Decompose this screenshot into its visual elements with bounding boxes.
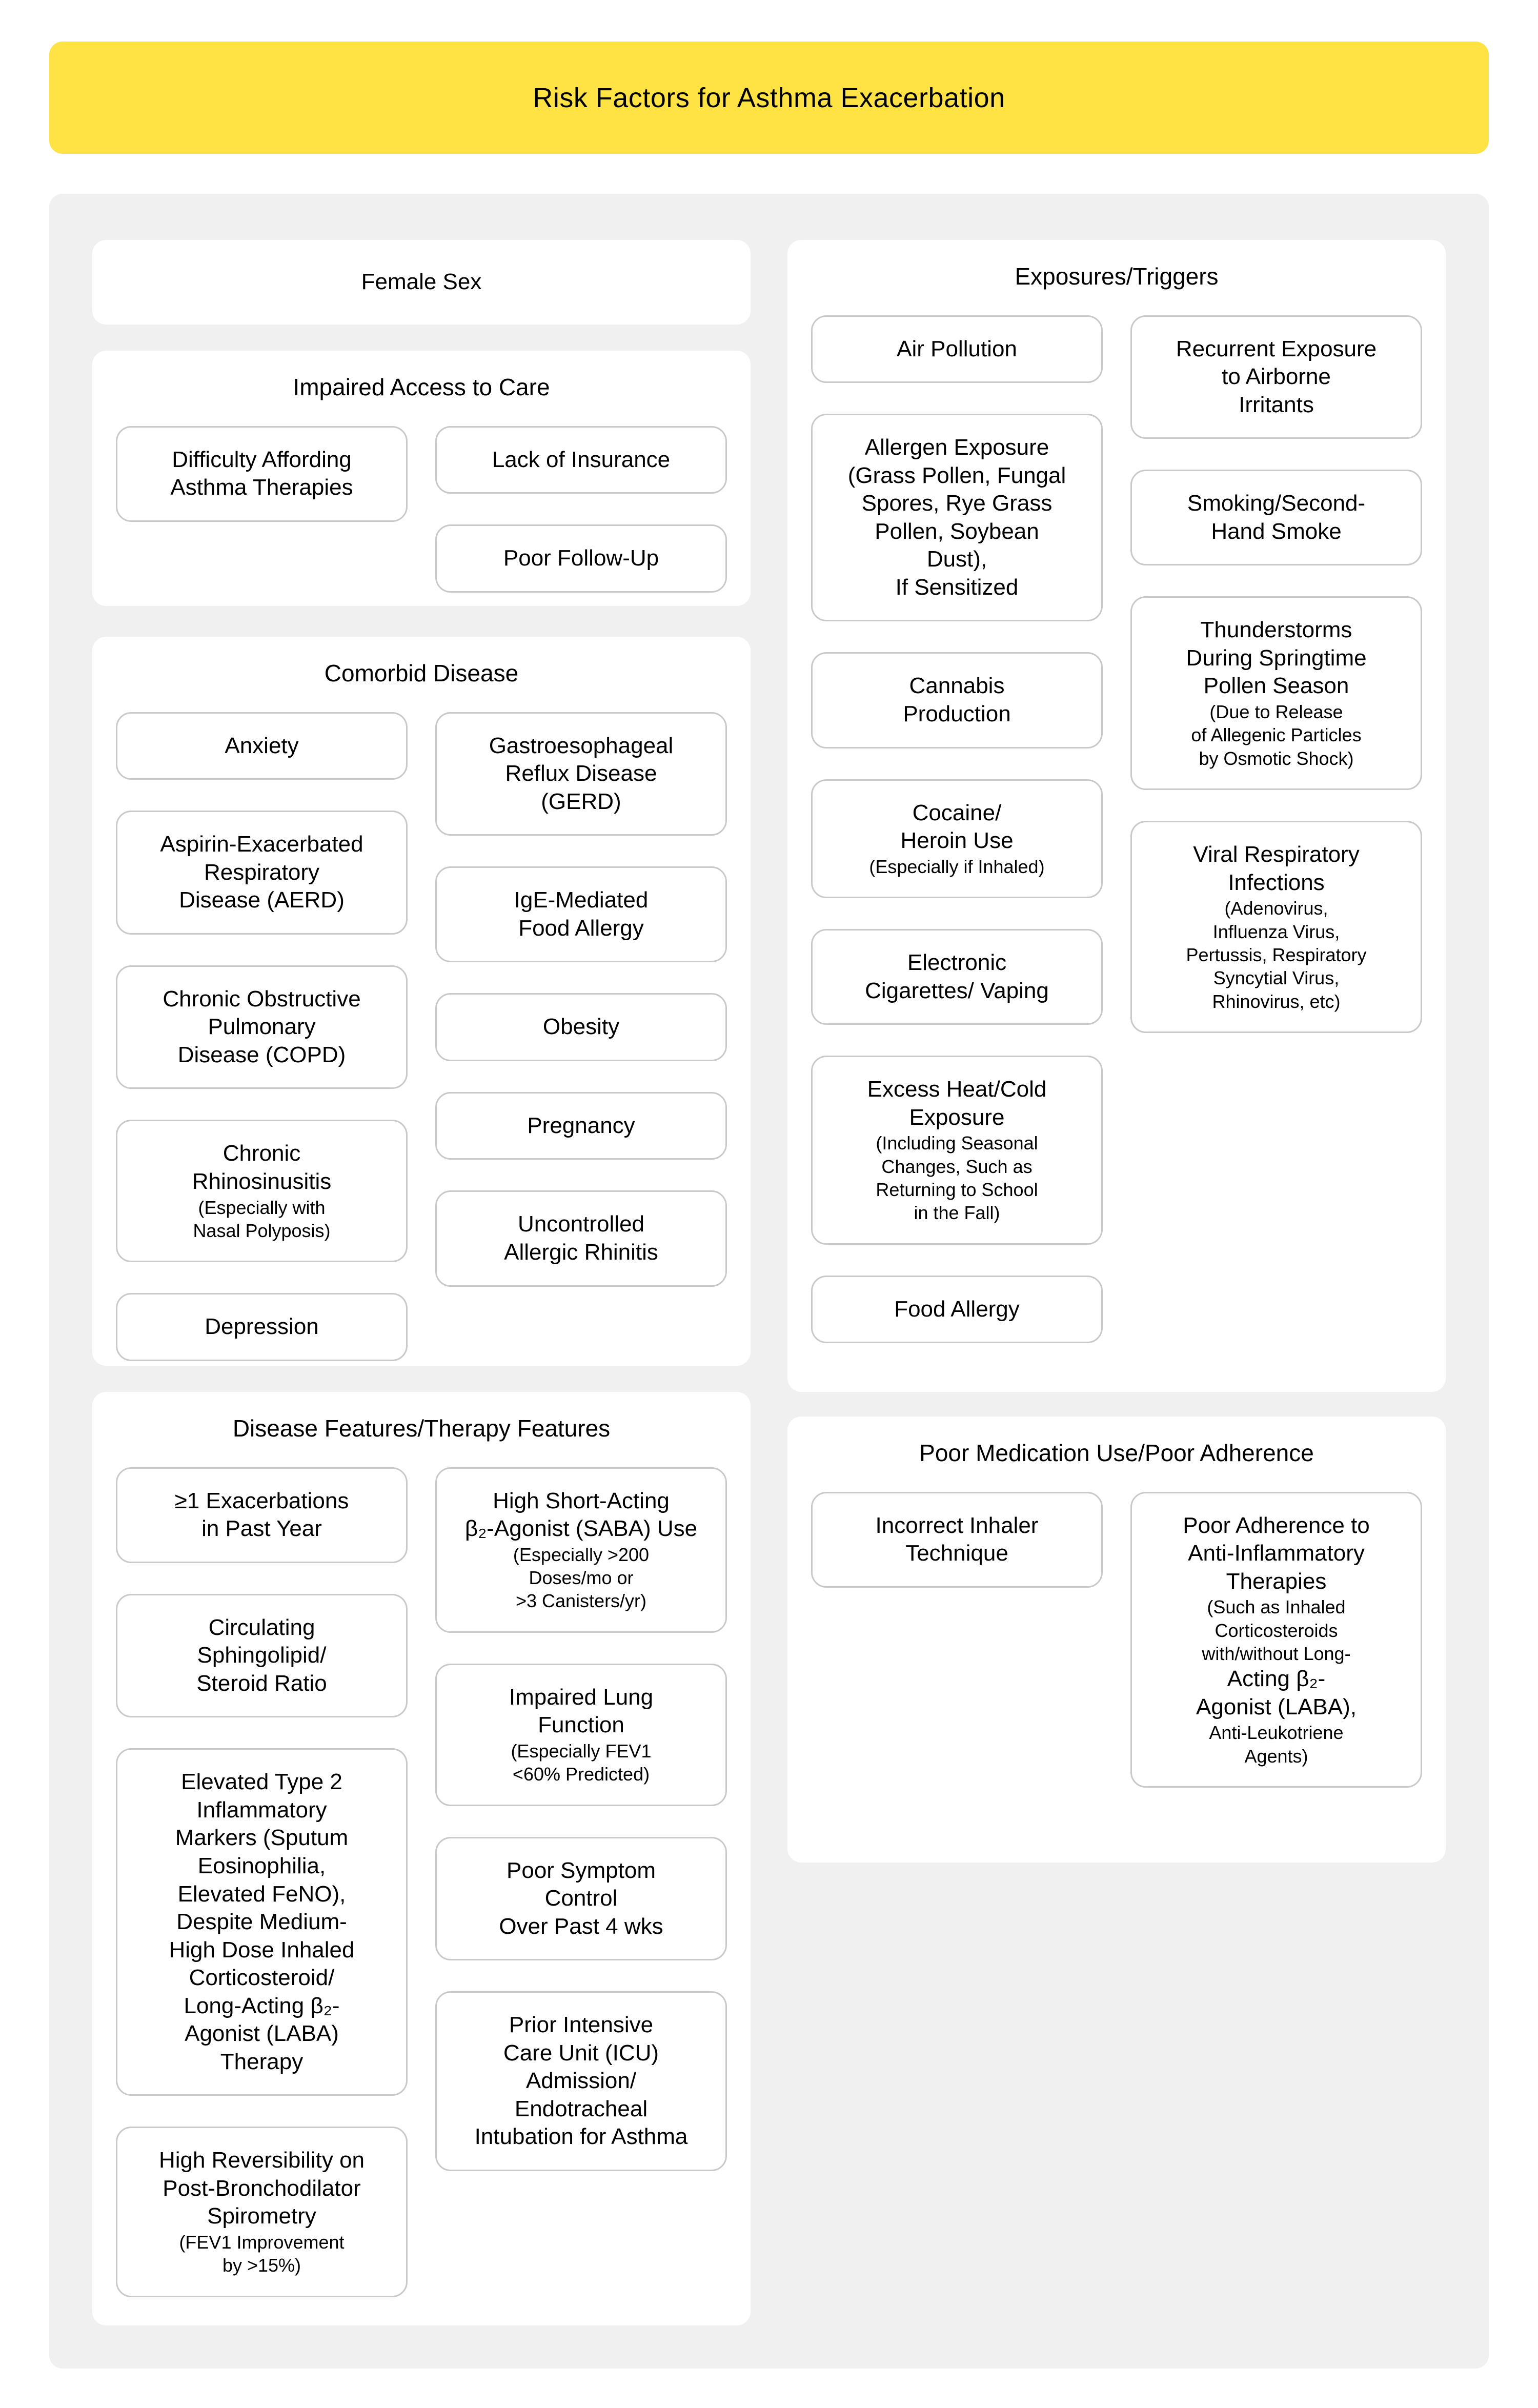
risk-box-line: Gastroesophageal	[489, 733, 674, 758]
poor-medication-columns	[787, 1492, 1446, 1788]
risk-box-line: Uncontrolled	[517, 1211, 645, 1237]
risk-box-line: Cannabis	[909, 673, 1005, 699]
exposures-heading: Exposures/Triggers	[1015, 263, 1219, 290]
risk-box	[116, 811, 408, 935]
risk-box-line: Steroid Ratio	[196, 1670, 327, 1696]
risk-box-line: (Adenovirus,	[1224, 898, 1328, 919]
risk-box-line: Anti-Inflammatory	[1188, 1541, 1365, 1566]
disease-features-left-stack	[116, 1467, 408, 2297]
risk-box-line: Doses/mo or	[529, 1567, 634, 1589]
risk-box	[435, 866, 727, 962]
poor-medication-left-stack	[811, 1492, 1103, 1588]
risk-box	[116, 2127, 408, 2297]
risk-box	[811, 414, 1103, 621]
risk-box-line: Pulmonary	[208, 1014, 316, 1040]
risk-box	[1130, 1492, 1422, 1788]
risk-box-line: Technique	[905, 1541, 1008, 1566]
risk-box-line: Asthma Therapies	[170, 475, 353, 500]
section-female-sex	[92, 240, 751, 325]
risk-box	[435, 1991, 727, 2171]
risk-box-line: Post-Bronchodilator	[163, 2175, 361, 2201]
impaired-access-columns	[92, 426, 751, 593]
risk-box	[811, 315, 1103, 383]
risk-box-line: High Dose Inhaled	[169, 1937, 355, 1962]
impaired-access-right-stack	[435, 426, 727, 593]
comorbid-right-stack	[435, 712, 727, 1287]
risk-box-line: Disease (COPD)	[177, 1042, 346, 1067]
risk-box	[435, 1664, 727, 1806]
risk-box-line: Hand Smoke	[1211, 518, 1342, 544]
risk-box-line: Electronic	[907, 949, 1007, 975]
risk-box	[435, 712, 727, 836]
section-poor-medication-adherence	[787, 1417, 1446, 1863]
risk-box	[811, 779, 1103, 898]
risk-box-line: Allergen Exposure	[864, 435, 1049, 460]
risk-box-line: (Grass Pollen, Fungal	[847, 462, 1066, 488]
risk-box	[435, 524, 727, 593]
section-impaired-access-to-care	[92, 351, 751, 606]
risk-box-line: Cocaine/	[912, 800, 1002, 825]
risk-box-line: Difficulty Affording	[172, 447, 352, 472]
risk-box	[116, 1120, 408, 1262]
poor-medication-right-stack	[1130, 1492, 1422, 1788]
risk-box	[811, 652, 1103, 748]
risk-box-line: to Airborne	[1222, 364, 1331, 390]
risk-box-line: >3 Canisters/yr)	[515, 1590, 647, 1612]
disease-features-heading: Disease Features/Therapy Features	[232, 1415, 611, 1442]
section-disease-therapy-features	[92, 1392, 751, 2325]
risk-box-line: Endotracheal	[514, 2096, 648, 2121]
risk-box-line: Production	[903, 701, 1011, 726]
risk-box	[116, 1293, 408, 1361]
risk-box-line: Circulating	[208, 1614, 315, 1640]
risk-box-line: Care Unit (ICU)	[503, 2040, 659, 2066]
risk-box-line: Syncytial Virus,	[1213, 967, 1340, 989]
disease-features-columns	[92, 1467, 751, 2297]
risk-box-line: Anti-Leukotriene	[1209, 1722, 1344, 1744]
risk-box-line: Recurrent Exposure	[1176, 336, 1377, 361]
risk-box-line: Inflammatory	[196, 1797, 327, 1823]
risk-box-line: Eosinophilia,	[197, 1853, 326, 1878]
title-banner	[49, 42, 1489, 154]
section-exposures-triggers	[787, 240, 1446, 1392]
risk-box-line: in the Fall)	[914, 1202, 1000, 1224]
risk-box-line: Long-Acting β₂-	[184, 1993, 340, 2018]
risk-box-line: If Sensitized	[895, 574, 1019, 600]
risk-box	[116, 1467, 408, 1563]
risk-box	[116, 1594, 408, 1718]
section-comorbid-disease	[92, 637, 751, 1366]
risk-box-line: Allergic Rhinitis	[504, 1239, 658, 1265]
impaired-access-heading: Impaired Access to Care	[293, 374, 550, 400]
risk-box	[1130, 596, 1422, 790]
risk-box-line: Air Pollution	[897, 336, 1017, 361]
risk-box	[116, 965, 408, 1089]
risk-box-line: (Including Seasonal	[876, 1132, 1038, 1154]
risk-box	[811, 1276, 1103, 1344]
risk-box	[435, 1190, 727, 1286]
risk-box	[435, 1837, 727, 1961]
risk-box	[1130, 470, 1422, 565]
risk-box-line: Lack of Insurance	[492, 447, 671, 472]
risk-box-line: Intubation for Asthma	[474, 2124, 688, 2150]
risk-box-line: Influenza Virus,	[1212, 921, 1340, 942]
risk-box-line: Chronic Obstructive	[163, 986, 361, 1011]
risk-box-line: ≥1 Exacerbations	[174, 1488, 349, 1513]
risk-box-line: Pregnancy	[527, 1112, 635, 1138]
risk-box	[811, 929, 1103, 1025]
risk-box-line: (Especially with	[198, 1197, 326, 1218]
risk-box-line: Smoking/Second-	[1187, 491, 1366, 516]
impaired-access-left-stack	[116, 426, 408, 522]
risk-box	[116, 712, 408, 780]
risk-box-line: Nasal Polyposis)	[193, 1220, 331, 1241]
risk-box-line: Prior Intensive	[509, 2012, 654, 2038]
poor-medication-heading: Poor Medication Use/Poor Adherence	[919, 1440, 1314, 1466]
risk-box-line: Viral Respiratory	[1193, 842, 1360, 867]
risk-box-line: Therapy	[220, 2049, 303, 2074]
risk-box-line: Elevated FeNO),	[177, 1881, 346, 1907]
risk-box	[435, 426, 727, 494]
risk-box-line: Excess Heat/Cold	[867, 1077, 1047, 1102]
risk-box-line: (GERD)	[541, 788, 621, 814]
risk-box-line: Returning to School	[876, 1179, 1038, 1200]
risk-box-line: Changes, Such as	[881, 1156, 1033, 1177]
risk-box-line: Rhinosinusitis	[192, 1168, 332, 1194]
risk-box-line: of Allegenic Particles	[1191, 724, 1362, 746]
risk-box	[811, 1056, 1103, 1245]
risk-box-line: Disease (AERD)	[179, 887, 345, 913]
exposures-right-stack	[1130, 315, 1422, 1033]
risk-box-line: (FEV1 Improvement	[179, 2231, 345, 2253]
risk-box-line: Over Past 4 wks	[499, 1913, 663, 1939]
risk-box-line: High Reversibility on	[158, 2148, 365, 2173]
risk-box-line: <60% Predicted)	[512, 1764, 650, 1785]
page-title: Risk Factors for Asthma Exacerbation	[533, 82, 1005, 113]
risk-box-line: Markers (Sputum	[175, 1825, 349, 1851]
risk-box-line: Food Allergy	[518, 915, 644, 941]
disease-features-right-stack	[435, 1467, 727, 2171]
risk-box-line: (Especially FEV1	[511, 1740, 652, 1762]
risk-box	[116, 426, 408, 522]
risk-box-line: Corticosteroids	[1215, 1620, 1338, 1641]
risk-box-line: Cigarettes/ Vaping	[865, 978, 1049, 1003]
exposures-columns	[787, 315, 1446, 1344]
risk-box-line: (Such as Inhaled	[1207, 1596, 1346, 1618]
risk-box-line: Poor Symptom	[507, 1857, 656, 1883]
risk-box-line: IgE-Mediated	[514, 887, 649, 913]
comorbid-left-stack	[116, 712, 408, 1361]
risk-box-line: Spores, Rye Grass	[861, 491, 1053, 516]
risk-box-line: Therapies	[1226, 1568, 1327, 1594]
risk-box-line: Obesity	[542, 1014, 620, 1040]
risk-box-line: by Osmotic Shock)	[1199, 747, 1354, 769]
risk-box-line: Agonist (LABA)	[185, 2021, 339, 2047]
risk-box-line: Sphingolipid/	[197, 1643, 327, 1668]
risk-box-line: in Past Year	[201, 1516, 322, 1542]
risk-box-line: Poor Follow-Up	[503, 545, 659, 571]
risk-box-line: Control	[544, 1886, 618, 1911]
risk-box-line: Reflux Disease	[505, 761, 657, 786]
risk-box-line: Exposure	[909, 1104, 1005, 1130]
comorbid-heading: Comorbid Disease	[324, 660, 519, 686]
risk-box-line: β₂-Agonist (SABA) Use	[464, 1516, 698, 1542]
risk-box	[1130, 821, 1422, 1033]
risk-box-line: Anxiety	[225, 733, 299, 758]
risk-box-line: Heroin Use	[900, 828, 1014, 854]
risk-box	[435, 1092, 727, 1160]
risk-box-line: Despite Medium-	[176, 1909, 347, 1935]
risk-box	[811, 1492, 1103, 1588]
risk-box	[435, 1467, 727, 1633]
risk-box-line: Poor Adherence to	[1183, 1512, 1370, 1538]
risk-box-line: During Springtime	[1186, 645, 1367, 671]
risk-box	[116, 1748, 408, 2096]
risk-box-line: Chronic	[222, 1141, 301, 1166]
risk-box-line: Irritants	[1239, 392, 1314, 417]
risk-box-line: Food Allergy	[894, 1296, 1020, 1322]
risk-box-line: Elevated Type 2	[181, 1769, 342, 1795]
risk-box-line: Depression	[205, 1314, 319, 1340]
exposures-left-stack	[811, 315, 1103, 1344]
risk-box-line: Impaired Lung	[509, 1684, 654, 1710]
risk-box-line: Dust),	[926, 547, 987, 572]
risk-box-line: Pollen, Soybean	[875, 518, 1039, 544]
risk-box-line: Aspirin-Exacerbated	[160, 832, 363, 857]
risk-box-line: Incorrect Inhaler	[875, 1512, 1039, 1538]
risk-box-line: by >15%)	[222, 2255, 301, 2276]
risk-box-line: Acting β₂-	[1227, 1666, 1326, 1692]
risk-box	[1130, 315, 1422, 439]
content-canvas	[49, 194, 1489, 2369]
risk-box-line: Function	[538, 1712, 624, 1738]
risk-box-line: Admission/	[525, 2068, 637, 2094]
risk-box-line: Respiratory	[204, 859, 319, 885]
comorbid-columns	[92, 712, 751, 1361]
risk-box-line: Rhinovirus, etc)	[1212, 990, 1341, 1012]
risk-box-line: Pollen Season	[1203, 673, 1349, 699]
risk-box-line: Thunderstorms	[1200, 617, 1352, 643]
risk-box-line: Infections	[1228, 869, 1325, 895]
female-sex-label: Female Sex	[361, 269, 482, 295]
risk-box-line: Agonist (LABA),	[1196, 1694, 1357, 1719]
risk-box-line: with/without Long-	[1202, 1643, 1351, 1664]
risk-box-line: Agents)	[1244, 1745, 1308, 1767]
risk-box-line: (Especially if Inhaled)	[869, 856, 1045, 877]
risk-box	[435, 993, 727, 1061]
risk-box-line: (Especially >200	[513, 1544, 650, 1565]
risk-box-line: Spirometry	[207, 2203, 316, 2229]
risk-box-line: High Short-Acting	[493, 1488, 670, 1513]
risk-box-line: Corticosteroid/	[189, 1965, 335, 1991]
risk-box-line: Pertussis, Respiratory	[1186, 944, 1367, 965]
risk-box-line: (Due to Release	[1209, 701, 1343, 722]
